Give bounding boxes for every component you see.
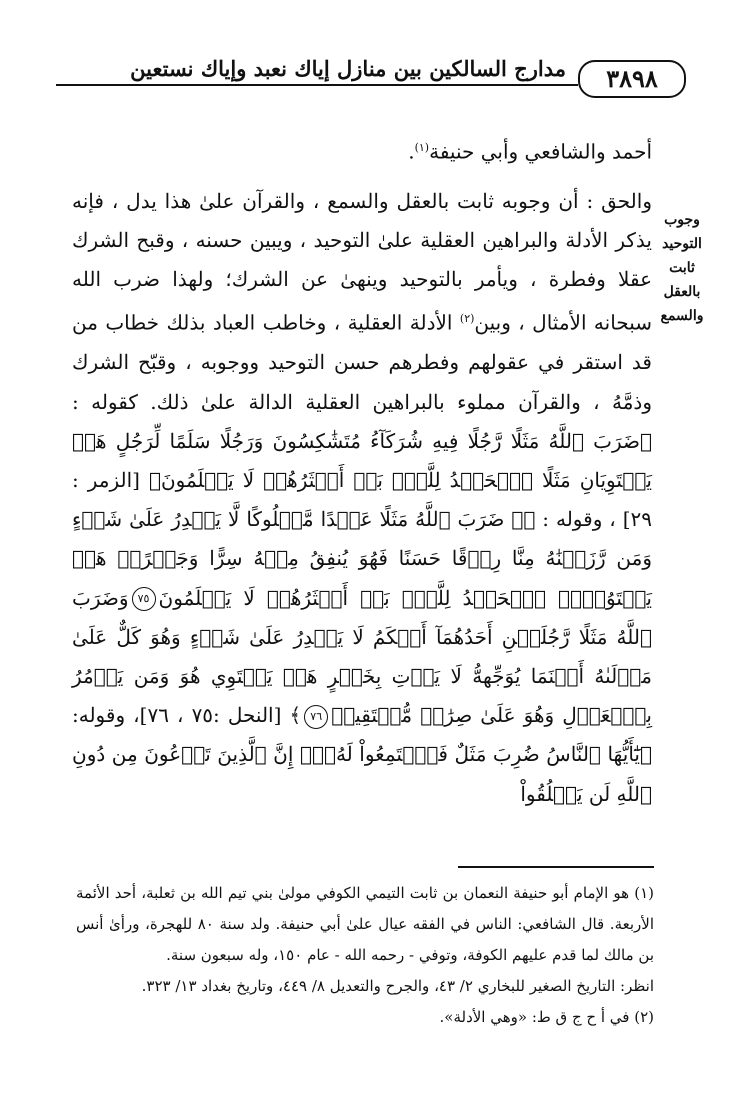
- paragraph-text-a: والحق : أن وجوبه ثابت بالعقل والسمع ، والقرآن علىٰ هذا يدل ، فإنه يذكر الأدلة والبراهين العقلية علىٰ التوحيد ، ويبين حسنه ، وقبح الشرك عقلا وفطرة ، ويأمر بالتوحيد وينهىٰ عن الشرك؛ ولهذا ضرب الله سبحانه الأمثال ، وبين: [72, 188, 653, 336]
- verse-reference-nahl: [النحل :٧٥ ، ٧٦]، وقوله:: [72, 703, 290, 728]
- footnote-2: (٢) في أ ح ج ق ط: «وهي الأدلة».: [439, 1008, 654, 1026]
- quran-verse-nahl-75: ﴿۞ ضَرَبَ ٱللَّهُ مَثَلًا عَبۡدًا مَّمۡلُوكًا لَّا يَقۡدِرُ عَلَىٰ شَيۡءٍ وَمَن رَّزَقۡنَٰهُ مِنَّا رِزۡقًا حَسَنًا فَهُوَ يُنفِقُ مِنۡهُ سِرًّا وَجَهۡرًاۖ هَلۡ يَسۡتَوُۥنَۚ ٱلۡحَمۡدُ لِلَّهِۚ بَلۡ أَكۡثَرُهُمۡ لَا يَعۡلَمُونَ: [72, 507, 652, 610]
- paragraph-text-b: الأدلة العقلية ، وخاطب العباد بذلك خطاب من قد استقر في عقولهم وفطرهم حسن التوحيد ووجوبه ، وقبّح الشرك وذمَّهُ ، والقرآن مملوء بالبراهين العقلية الدالة علىٰ ذلك. كقوله :: [72, 311, 652, 414]
- main-text: [72, 128, 652, 814]
- quran-verse-nahl-76: وَضَرَبَ ٱللَّهُ مَثَلًا رَّجُلَيۡنِ أَحَدُهُمَآ أَبۡكَمُ لَا يَقۡدِرُ عَلَىٰ شَيۡءٍ وَهُوَ كَلٌّ عَلَىٰ مَوۡلَىٰهُ أَيۡنَمَا يُوَجِّههُّ لَا يَأۡتِ بِخَيۡرٍ هَلۡ يَسۡتَوِي هُوَ وَمَن يَأۡمُرُ بِٱلۡعَدۡلِ وَهُوَ عَلَىٰ صِرَٰطٖ مُّسۡتَقِيمٖ: [72, 585, 652, 728]
- margin-note-line: بالعقل: [663, 284, 701, 300]
- main-paragraph: والحق : أن وجوبه ثابت بالعقل والسمع ، والقرآن علىٰ هذا يدل ، فإنه يذكر الأدلة والبراهين العقلية علىٰ التوحيد ، ويبين حسنه ، وقبح الشرك عقلا وفطرة ، ويأمر بالتوحيد وينهىٰ عن الشرك؛ ولهذا ضرب الله سبحانه الأمثال ، وبين$^{(٢)}$ الأدلة العقلية ، وخاطب العباد بذلك خطاب من قد استقر في عقولهم وفطرهم حسن التوحيد ووجوبه ، وقبّح الشرك وذمَّهُ ، والقرآن مملوء بالبراهين العقلية الدالة علىٰ ذلك. كقوله : ﴿ضَرَبَ ٱللَّهُ مَثَلًا رَّجُلًا فِيهِ شُرَكَآءُ مُتَشَٰكِسُونَ وَرَجُلًا سَلَمًا لِّرَجُلٍ هَلۡ يَسۡتَوِيَانِ مَثَلًا ٱلۡحَمۡدُ لِلَّهِۚ بَلۡ أَكۡثَرُهُمۡ لَا يَعۡلَمُونَ﴾ [الزمر : ٢٩] ، وقوله : ﴿۞ ضَرَبَ ٱللَّهُ مَثَلًا عَبۡدًا مَّمۡلُوكًا لَّا يَقۡدِرُ عَلَىٰ شَيۡءٍ وَمَن رَّزَقۡنَٰهُ مِنَّا رِزۡقًا حَسَنًا فَهُوَ يُنفِقُ مِنۡهُ سِرًّا وَجَهۡرًاۖ هَلۡ يَسۡتَوُۥنَۚ ٱلۡحَمۡدُ لِلَّهِۚ بَلۡ أَكۡثَرُهُمۡ لَا يَعۡلَمُونَ٧٥وَضَرَبَ ٱللَّهُ مَثَلًا رَّجُلَيۡنِ أَحَدُهُمَآ أَبۡكَمُ لَا يَقۡدِرُ عَلَىٰ شَيۡءٍ وَهُوَ كَلٌّ عَلَىٰ مَوۡلَىٰهُ أَيۡنَمَا يُوَجِّههُّ لَا يَأۡتِ بِخَيۡرٍ هَلۡ يَسۡتَوِي هُوَ وَمَن يَأۡمُرُ بِٱلۡعَدۡلِ وَهُوَ عَلَىٰ صِرَٰطٖ مُّسۡتَقِيمٖ٧٦﴾ [النحل :٧٥ ، ٧٦]، وقوله: ﴿يَٰٓأَيُّهَا ٱلنَّاسُ ضُرِبَ مَثَلٌ فَٱسۡتَمِعُواْ لَهُۥٓۚ إِنَّ ٱلَّذِينَ تَدۡعُونَ مِن دُونِ ٱللَّهِ لَن يَخۡلُقُواْ: [72, 188, 653, 806]
- footnote-separator: [458, 866, 654, 868]
- quran-verse-hajj: ﴿يَٰٓأَيُّهَا ٱلنَّاسُ ضُرِبَ مَثَلٌ فَٱسۡتَمِعُواْ لَهُۥٓۚ إِنَّ ٱلَّذِينَ تَدۡعُونَ مِن دُونِ ٱللَّهِ لَن يَخۡلُقُواْ: [72, 742, 652, 806]
- margin-note-line: والسمع: [660, 308, 704, 324]
- header-rule: [56, 84, 578, 86]
- intro-line: أحمد والشافعي وأبي حنيفة$^{(١)}$.: [408, 139, 652, 164]
- page-header: [56, 52, 686, 100]
- footnote-ref-2: (٢): [459, 312, 475, 326]
- margin-note-line: ثابت: [669, 260, 695, 276]
- footnote-1-sources: انظر: التاريخ الصغير للبخاري ٢/ ٤٣، والجرح والتعديل ٨/ ٤٤٩، وتاريخ بغداد ١٣/ ٣٢٣.: [141, 977, 654, 995]
- page-number: ٣٨٩٨: [578, 60, 686, 98]
- intro-text: أحمد والشافعي وأبي حنيفة: [429, 139, 652, 164]
- margin-note: [652, 208, 712, 328]
- margin-note-line: وجوب: [664, 212, 700, 228]
- quran-verse-zumar: ﴿ضَرَبَ ٱللَّهُ مَثَلًا رَّجُلًا فِيهِ شُرَكَآءُ مُتَشَٰكِسُونَ وَرَجُلًا سَلَمًا لِّرَجُلٍ هَلۡ يَسۡتَوِيَانِ مَثَلًا ٱلۡحَمۡدُ لِلَّهِۚ بَلۡ أَكۡثَرُهُمۡ لَا يَعۡلَمُونَ﴾: [72, 428, 652, 492]
- book-title: مدارج السالكين بين منازل إياك نعبد وإياك نستعين: [130, 56, 566, 81]
- margin-note-line: التوحيد: [662, 236, 702, 252]
- footnotes: [76, 878, 654, 1033]
- ayah-number-marker: ٧٦: [304, 705, 328, 729]
- ayah-number-marker: ٧٥: [132, 587, 156, 611]
- footnote-1: (١) هو الإمام أبو حنيفة النعمان بن ثابت التيمي الكوفي مولىٰ بني تيم الله بن ثعلبة، أحد الأئمة الأربعة. قال الشافعي: الناس في الفقه عيال علىٰ أبي حنيفة. ولد سنة ٨٠ للهجرة، ورأىٰ أنس بن مالك لما قدم عليهم الكوفة، وتوفي - رحمه الله - عام ١٥٠، وله سبعون سنة.: [76, 884, 654, 964]
- footnote-ref-1: (١): [414, 141, 430, 154]
- verse-reference-zumar: [الزمر : ٢٩] ، وقوله :: [72, 467, 652, 532]
